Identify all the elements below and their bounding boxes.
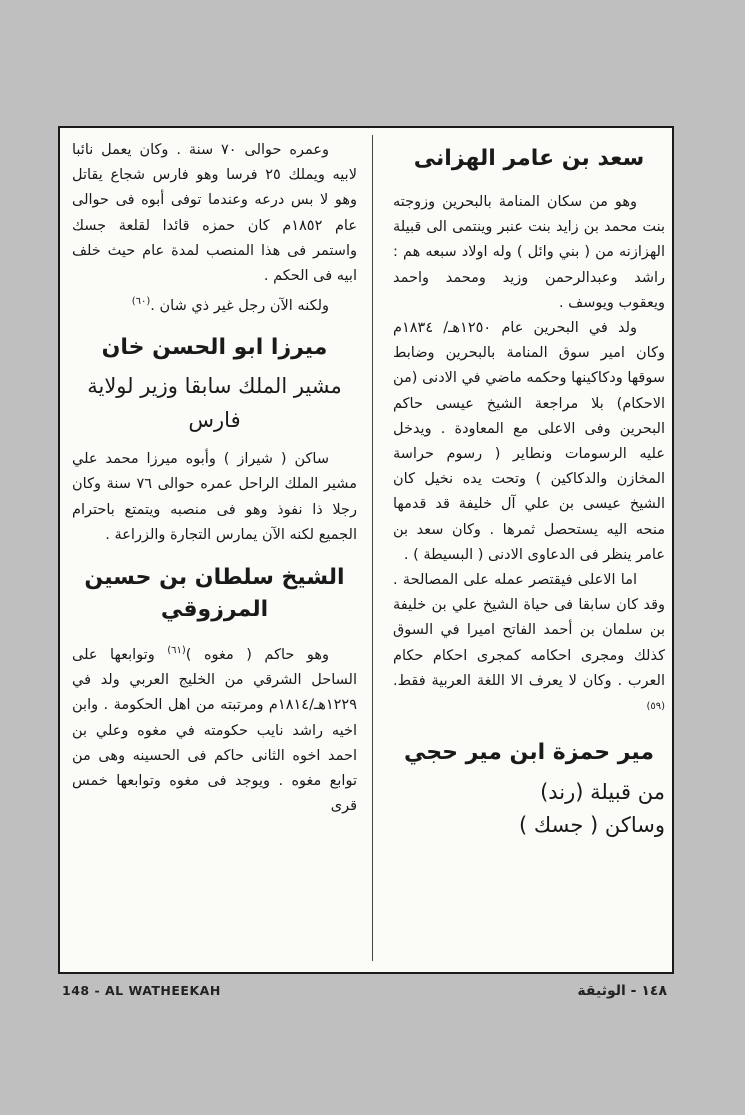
column-divider xyxy=(372,135,373,961)
footer-arabic-page-label: ١٤٨ - الوثيقة xyxy=(577,983,667,999)
section-subtitle-mirza: مشير الملك سابقا وزير لولاية فارس xyxy=(87,374,342,433)
paragraph-saad-3-text: اما الاعلى فيقتصر عمله على المصالحة . وقد كان سابقا فى حياة الشيخ علي بن خليفة بن سلمان بن أحمد الفاتح اميرا في السوق كذلك ومجرى احكامه كمجرى احكام حكام العرب . وكان لا يعرف الا اللغة العربية فقط. xyxy=(393,572,665,689)
paragraph-mirza: ساكن ( شيراز ) وأبوه ميرزا محمد علي مشير الملك الراحل عمره حوالى ٧٦ سنة وكان رجلا ذا نفوذ وهو فى منصبه ويتمتع باحترام الجميع لكنه الآن يمارس التجارة والزراعة . xyxy=(72,451,357,543)
paragraph-saad-1: وهو من سكان المنامة بالبحرين وزوجته بنت محمد بن زايد بنت عنبر وينتمى الى قبيلة الهزازنه من ( بني وائل ) وله اولاد سبعه هم : راشد وعبدالرحمن وزيد ومحمد واحمد ويعقوب ويوسف . xyxy=(393,194,665,311)
paragraph-sultan xyxy=(72,638,357,819)
paragraph-hamza-now-text: ولكنه الآن رجل غير ذي شان . xyxy=(150,298,329,315)
footnote-ref-60: (٦٠) xyxy=(131,296,151,308)
footnote-ref-59: (٥٩) xyxy=(646,701,665,713)
hamza-tribe-line: من قبيلة (رند) xyxy=(540,780,665,805)
footer-english-page-label: 148 - AL WATHEEKAH xyxy=(62,983,221,998)
footnote-ref-61: (٦١) xyxy=(167,645,186,657)
paragraph-sultan-rest: وتوابعها على الساحل الشرقي من الخليج العربي ولد في ١٢٢٩هـ/١٨١٤م ومرتبته من اهل الحكومة . وابن اخيه راشد نايب حكومته في مغوه وعلي بن احمد اخوه الثانى حاكم فى الحسينه وهى من توابع مغوه . ويوجد فى مغوه وتوابعها خمس قرى xyxy=(72,646,357,815)
section-title-saad: سعد بن عامر الهزانى xyxy=(413,146,645,171)
paragraph-saad-2: ولد في البحرين عام ١٢٥٠هـ/ ١٨٣٤م وكان امير سوق المنامة بالبحرين وضابط سوقها ودكاكينها وحكمه ماضي في الادنى (من الاحكام) بلا مراجعة الشيخ عيسى حاكم البحرين وفى الاعلى مع المعاودة . ويدخل عليه الرسومات ونطاير ( رسوم حراسة المخازن والدكاكين ) وتحت يده نخيل كان الشيخ عيسى بن علي آل خليفة قد قدمها منحه اليه يستحصل ثمرها . وكان سعد بن عامر ينظر فى الدعاوى الادنى ( البسيطة ) . xyxy=(393,320,665,563)
left-column xyxy=(72,138,357,819)
paragraph-saad-3 xyxy=(393,568,665,724)
section-title-mirza: ميرزا ابو الحسن خان xyxy=(101,335,328,361)
paragraph-hamza-now xyxy=(72,289,357,319)
hamza-residence-line: وساكن ( جسك ) xyxy=(519,813,665,838)
section-title-sultan: الشيخ سلطان بن حسين المرزوقي xyxy=(84,565,345,623)
right-column xyxy=(393,138,665,842)
section-title-hamza: مير حمزة ابن مير حجي xyxy=(403,740,655,766)
paragraph-hamza-continued: وعمره حوالى ٧٠ سنة . وكان يعمل نائبا لابيه ويملك ٢٥ فرسا وهو فارس شجاع يقاتل وهو لا بس درعه وعندما توفى أبوه فى حوالى عام ١٨٥٢م كان حمزه قائدا لقلعة جسك واستمر فى هذا المنصب لمدة عام حيث خلف ابيه فى الحكم . xyxy=(72,142,357,285)
paragraph-sultan-start: وهو حاكم ( مغوه ) xyxy=(185,646,330,663)
